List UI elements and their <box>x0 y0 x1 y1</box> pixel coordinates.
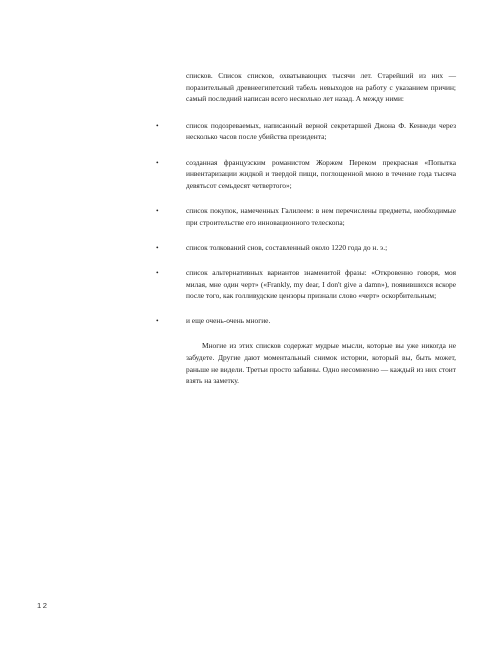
closing-paragraph: Многие из этих списков содержат мудрые мысли, которые вы уже никогда не забудете. Другие дают моментальный снимок истории, который вы, быть может, раньше не видели. Третьи просто забавны. Одно несомненно — каждый из них стоит взять на заметку. <box>186 341 456 386</box>
list-item <box>156 120 456 143</box>
list-item-text: созданная французским романистом Жоржем Переком прекрасная «Попытка инвентаризации жидкой и твердой пищи, поглощенной мною в течение года тысяча девятьсот семьдесят четвертого»; <box>186 157 456 190</box>
page-text-block <box>156 70 456 387</box>
bullet-list <box>156 120 456 327</box>
bullet-marker: • <box>156 157 159 167</box>
list-item-text: список толкований снов, составленный около 1220 года до н. э.; <box>186 242 388 252</box>
list-item-text: список альтернативных вариантов знаменитой фразы: «Откровенно говоря, моя милая, мне один черт» («Frankly, my dear, I don't give a damn»), появившихся вскоре после того, как голливудские цензоры признали слово «черт» оскорбительным; <box>186 267 456 301</box>
bullet-marker: • <box>156 316 159 326</box>
intro-paragraph: списков. Список списков, охватывающих тысячи лет. Старейший из них — поразительный древнеегипетский табель невыходов на работу с указанием причин; самый последний написан всего несколько лет назад. А между ними: <box>186 71 456 104</box>
bullet-marker: • <box>156 120 159 130</box>
list-item <box>156 315 456 327</box>
list-item <box>156 242 456 254</box>
bullet-marker: • <box>156 267 159 277</box>
page-number: 12 <box>37 601 49 610</box>
list-item <box>156 205 456 228</box>
list-item <box>156 267 456 302</box>
list-item <box>156 157 456 192</box>
bullet-marker: • <box>156 205 159 215</box>
bullet-marker: • <box>156 242 159 252</box>
list-item-text: список подозреваемых, написанный верной секретаршей Джона Ф. Кеннеди через несколько часов после убийства президента; <box>186 120 456 142</box>
list-item-text: и еще очень-очень многие. <box>186 316 271 326</box>
list-item-text: список покупок, намеченных Галилеем: в нем перечислены предметы, необходимые при строительстве его инновационного телескопа; <box>186 205 456 227</box>
